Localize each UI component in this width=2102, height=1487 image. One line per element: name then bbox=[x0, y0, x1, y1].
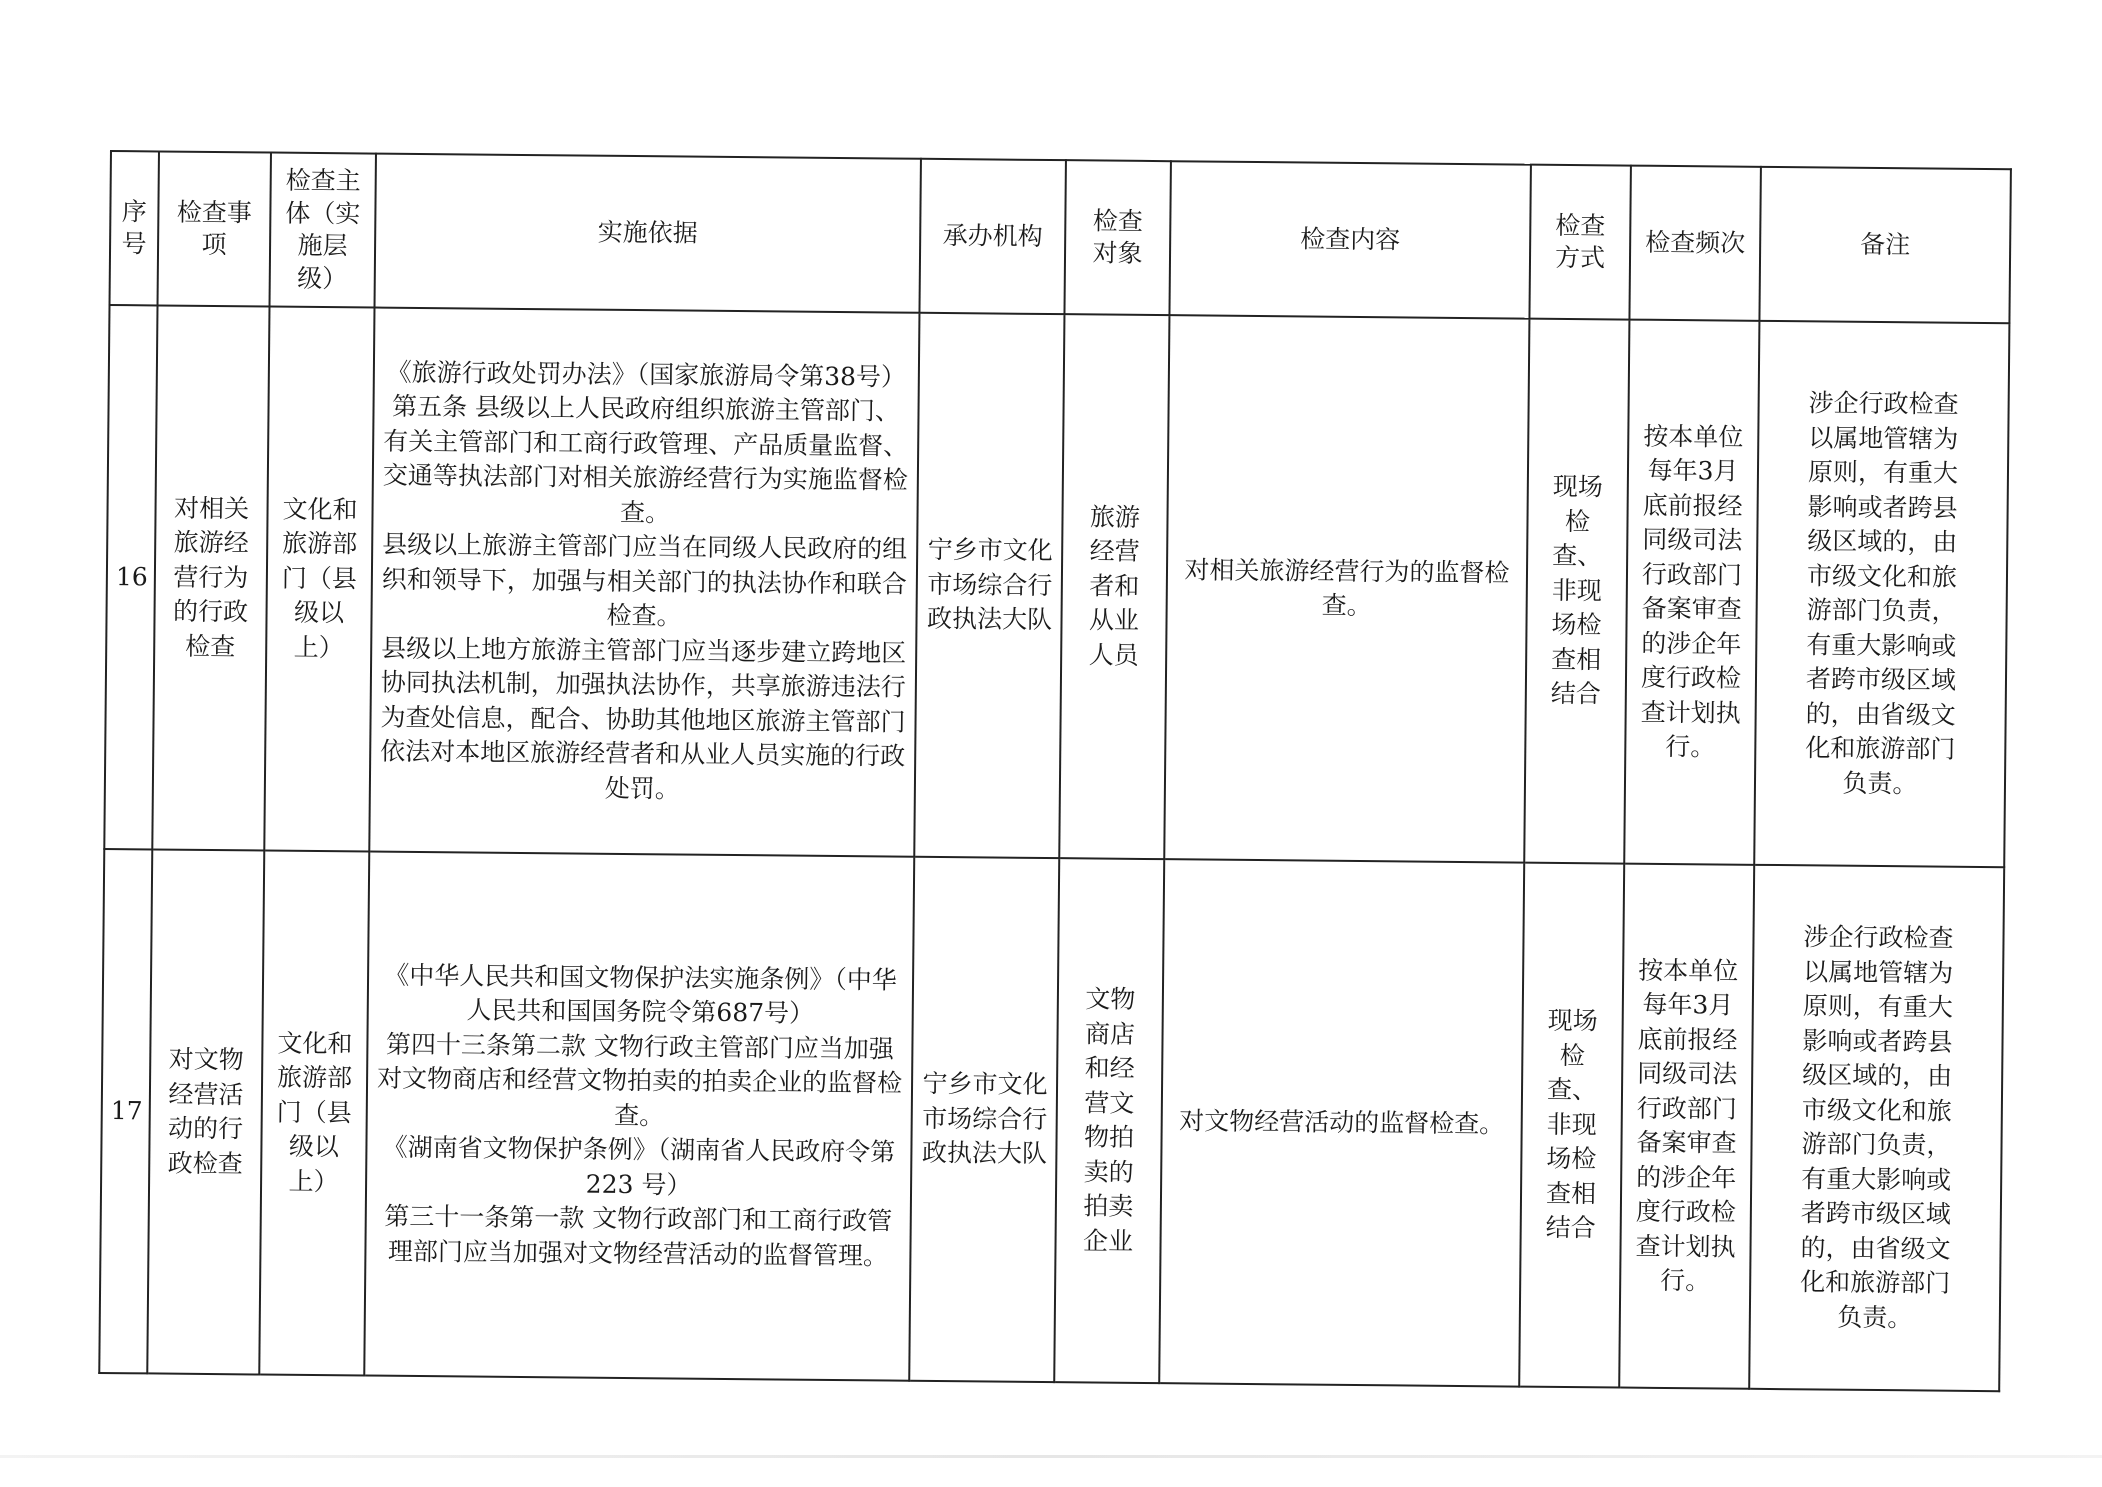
basis-paragraph: 《中华人民共和国文物保护法实施条例》（中华人民共和国国务院令第687号） bbox=[384, 960, 897, 1029]
table-row bbox=[99, 849, 2004, 1391]
table-row bbox=[104, 305, 2009, 867]
header-agency: 承办机构 bbox=[919, 159, 1065, 314]
basis-paragraph: 《湖南省文物保护条例》（湖南省人民政府令第 223 号） bbox=[382, 1132, 896, 1200]
cell-target: 旅游经营者和从业人员 bbox=[1059, 314, 1169, 859]
cell-method: 现场检查、非现场检查相结合 bbox=[1519, 863, 1624, 1388]
scan-edge-line bbox=[0, 1455, 2102, 1458]
cell-seq: 17 bbox=[99, 849, 152, 1373]
header-seq: 序号 bbox=[110, 151, 159, 305]
cell-seq: 16 bbox=[104, 305, 157, 849]
header-frequency: 检查频次 bbox=[1629, 166, 1760, 321]
header-row bbox=[110, 151, 2011, 323]
inspection-table-wrapper bbox=[98, 150, 2010, 1392]
cell-agency: 宁乡市文化市场综合行政执法大队 bbox=[914, 313, 1064, 858]
cell-basis bbox=[369, 308, 919, 857]
header-content: 检查内容 bbox=[1169, 161, 1530, 318]
cell-remark: 涉企行政检查以属地管辖为原则，有重大影响或者跨县级区域的，由市级文化和旅游部门负责，有重大影响或者跨市级区域的，由省级文化和旅游部门负责。 bbox=[1754, 321, 2009, 867]
basis-paragraph: 县级以上旅游主管部门应当在同级人民政府的组织和领导下，加强与相关部门的执法协作和联合检查。 bbox=[381, 529, 908, 631]
inspection-table bbox=[98, 150, 2012, 1392]
cell-subject: 文化和旅游部门（县级以上） bbox=[264, 307, 374, 852]
cell-frequency: 按本单位每年3月底前报经同级司法行政部门备案审查的涉企年度行政检查计划执行。 bbox=[1624, 320, 1759, 865]
cell-basis bbox=[364, 852, 914, 1381]
header-remark: 备注 bbox=[1759, 167, 2010, 323]
cell-target: 文物商店和经营文物拍卖的拍卖企业 bbox=[1054, 858, 1164, 1383]
cell-content: 对文物经营活动的监督检查。 bbox=[1159, 859, 1524, 1386]
cell-item: 对相关旅游经营行为的行政检查 bbox=[152, 305, 269, 850]
header-target: 检查对象 bbox=[1064, 160, 1170, 315]
basis-paragraph: 第五条 县级以上人民政府组织旅游主管部门、有关主管部门和工商行政管理、产品质量监督、交通等执法部门对相关旅游经营行为实施监督检查。 bbox=[382, 391, 909, 528]
header-item: 检查事项 bbox=[158, 151, 271, 306]
header-subject: 检查主体（实施层级） bbox=[270, 153, 376, 308]
cell-frequency: 按本单位每年3月底前报经同级司法行政部门备案审查的涉企年度行政检查计划执行。 bbox=[1619, 864, 1754, 1389]
cell-agency: 宁乡市文化市场综合行政执法大队 bbox=[909, 857, 1059, 1382]
cell-method: 现场检查、非现场检查相结合 bbox=[1524, 319, 1629, 864]
cell-content: 对相关旅游经营行为的监督检查。 bbox=[1164, 315, 1529, 862]
basis-paragraph: 第三十一条第一款 文物行政部门和工商行政管理部门应当加强对文物经营活动的监督管理。 bbox=[384, 1201, 893, 1271]
cell-subject: 文化和旅游部门（县级以上） bbox=[259, 851, 369, 1376]
cell-remark: 涉企行政检查以属地管辖为原则，有重大影响或者跨县级区域的，由市级文化和旅游部门负责，有重大影响或者跨市级区域的，由省级文化和旅游部门负责。 bbox=[1749, 865, 2004, 1391]
basis-paragraph: 县级以上地方旅游主管部门应当逐步建立跨地区协同执法机制，加强执法协作，共享旅游违法行为查处信息，配合、协助其他地区旅游主管部门依法对本地区旅游经营者和从业人员实施的行政处罚。 bbox=[380, 633, 907, 804]
cell-item: 对文物经营活动的行政检查 bbox=[147, 849, 264, 1374]
basis-paragraph: 《旅游行政处罚办法》（国家旅游局令第38号） bbox=[386, 357, 907, 392]
basis-paragraph: 第四十三条第二款 文物行政主管部门应当加强对文物商店和经营文物拍卖的拍卖企业的监督检查。 bbox=[376, 1029, 903, 1131]
header-basis: 实施依据 bbox=[374, 154, 920, 313]
header-method: 检查方式 bbox=[1529, 165, 1630, 320]
